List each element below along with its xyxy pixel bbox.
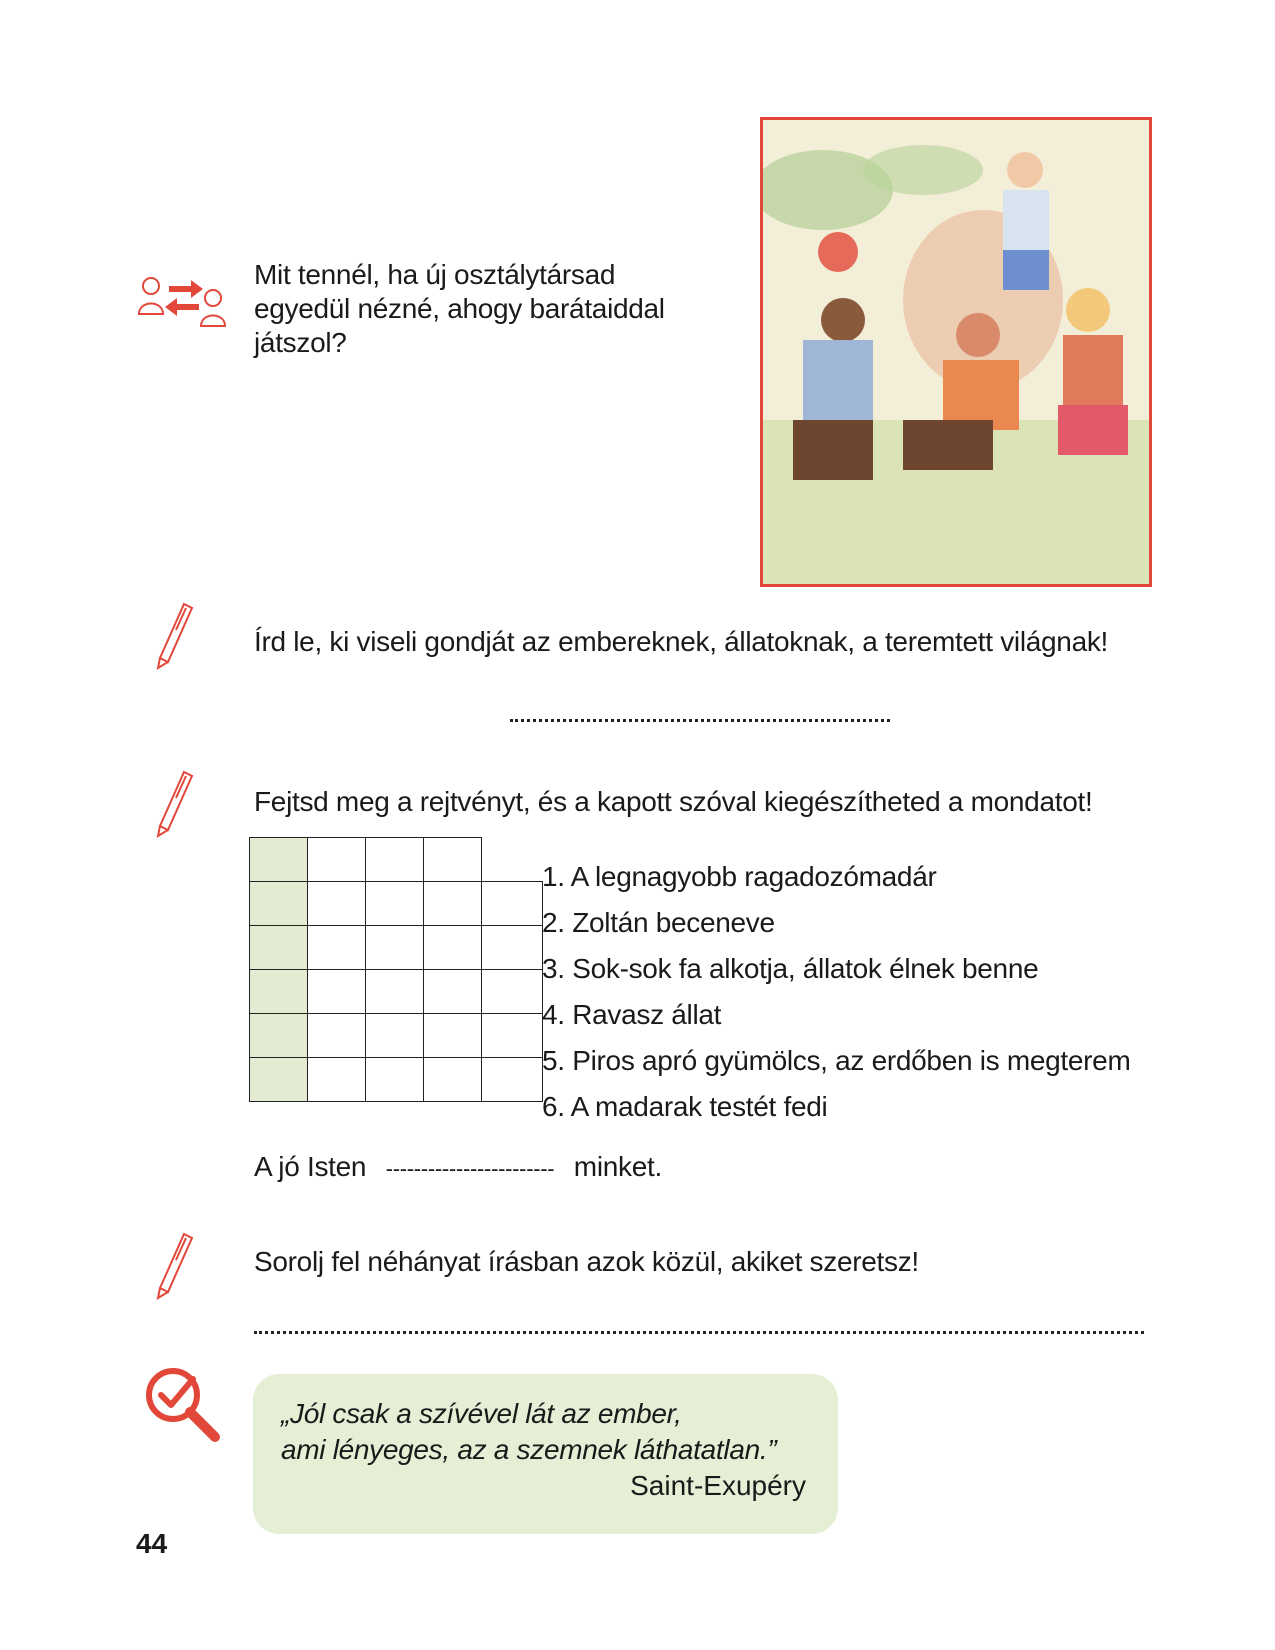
crossword-cell[interactable] bbox=[482, 970, 543, 1014]
crossword-cell[interactable] bbox=[482, 1014, 543, 1058]
clue-item: 2. Zoltán beceneve bbox=[542, 907, 775, 938]
crossword-row bbox=[250, 970, 543, 1014]
sentence-start: A jó Isten bbox=[254, 1151, 367, 1182]
crossword-row bbox=[250, 838, 543, 882]
crossword-cell[interactable] bbox=[482, 1058, 543, 1102]
crossword-cell[interactable] bbox=[250, 926, 308, 970]
magnifier-check-icon bbox=[143, 1365, 221, 1443]
crossword-cell[interactable] bbox=[424, 1058, 482, 1102]
crossword-cell[interactable] bbox=[308, 838, 366, 882]
children-playing-ball-illustration bbox=[760, 117, 1152, 587]
crossword-grid bbox=[249, 837, 543, 1102]
task1-line: Mit tennél, ha új osztálytársad bbox=[254, 259, 616, 290]
crossword-cell[interactable] bbox=[250, 1058, 308, 1102]
crossword-cell[interactable] bbox=[308, 970, 366, 1014]
crossword-cell[interactable] bbox=[366, 970, 424, 1014]
task1-question bbox=[254, 258, 665, 360]
sentence-blank[interactable]: ------------------------ bbox=[385, 1156, 555, 1181]
quote-box bbox=[253, 1374, 838, 1534]
crossword-cell[interactable] bbox=[424, 882, 482, 926]
crossword-empty bbox=[482, 838, 543, 882]
crossword-cell[interactable] bbox=[308, 882, 366, 926]
crossword-clues bbox=[542, 854, 1130, 1130]
crossword-cell[interactable] bbox=[308, 1014, 366, 1058]
task4-instruction: Sorolj fel néhányat írásban azok közül, akiket szeretsz! bbox=[254, 1246, 919, 1277]
answer-line[interactable] bbox=[254, 1331, 1144, 1334]
crossword-cell[interactable] bbox=[482, 926, 543, 970]
task2-instruction: Írd le, ki viseli gondját az embereknek, állatoknak, a teremtett világnak! bbox=[254, 626, 1109, 657]
crossword-row bbox=[250, 882, 543, 926]
task1-line: játszol? bbox=[254, 327, 347, 358]
clue-item: 4. Ravasz állat bbox=[542, 999, 722, 1030]
crossword-cell[interactable] bbox=[424, 838, 482, 882]
exchange-people-icon bbox=[137, 274, 229, 328]
crossword-cell[interactable] bbox=[250, 970, 308, 1014]
answer-line[interactable] bbox=[510, 719, 890, 722]
pen-icon bbox=[156, 600, 196, 670]
crossword-cell[interactable] bbox=[308, 1058, 366, 1102]
clue-item: 5. Piros apró gyümölcs, az erdőben is megterem bbox=[542, 1045, 1131, 1076]
clue-item: 1. A legnagyobb ragadozómadár bbox=[542, 861, 937, 892]
crossword-cell[interactable] bbox=[366, 1058, 424, 1102]
crossword-row bbox=[250, 1014, 543, 1058]
crossword-row bbox=[250, 1058, 543, 1102]
page-number: 44 bbox=[136, 1528, 168, 1559]
crossword-row bbox=[250, 926, 543, 970]
fill-sentence bbox=[254, 1150, 662, 1186]
pen-icon bbox=[156, 1230, 196, 1300]
clue-item: 3. Sok-sok fa alkotja, állatok élnek benne bbox=[542, 953, 1039, 984]
quote-line-1: „Jól csak a szívével lát az ember, bbox=[281, 1398, 682, 1429]
task1-line: egyedül nézné, ahogy barátaiddal bbox=[254, 293, 665, 324]
crossword-cell[interactable] bbox=[366, 882, 424, 926]
crossword-table bbox=[249, 837, 543, 1102]
crossword-cell[interactable] bbox=[366, 1014, 424, 1058]
crossword-cell[interactable] bbox=[424, 1014, 482, 1058]
crossword-cell[interactable] bbox=[250, 882, 308, 926]
task3-instruction: Fejtsd meg a rejtvényt, és a kapott szóval kiegészítheted a mondatot! bbox=[254, 786, 1093, 817]
crossword-cell[interactable] bbox=[250, 838, 308, 882]
quote-author: Saint-Exupéry bbox=[630, 1470, 806, 1501]
crossword-cell[interactable] bbox=[250, 1014, 308, 1058]
crossword-cell[interactable] bbox=[366, 926, 424, 970]
crossword-cell[interactable] bbox=[424, 926, 482, 970]
crossword-cell[interactable] bbox=[366, 838, 424, 882]
crossword-cell[interactable] bbox=[308, 926, 366, 970]
quote-line-2: ami lényeges, az a szemnek láthatatlan.” bbox=[281, 1434, 777, 1465]
crossword-cell[interactable] bbox=[482, 882, 543, 926]
pen-icon bbox=[156, 768, 196, 838]
crossword-cell[interactable] bbox=[424, 970, 482, 1014]
clue-item: 6. A madarak testét fedi bbox=[542, 1091, 828, 1122]
sentence-end: minket. bbox=[573, 1151, 662, 1182]
